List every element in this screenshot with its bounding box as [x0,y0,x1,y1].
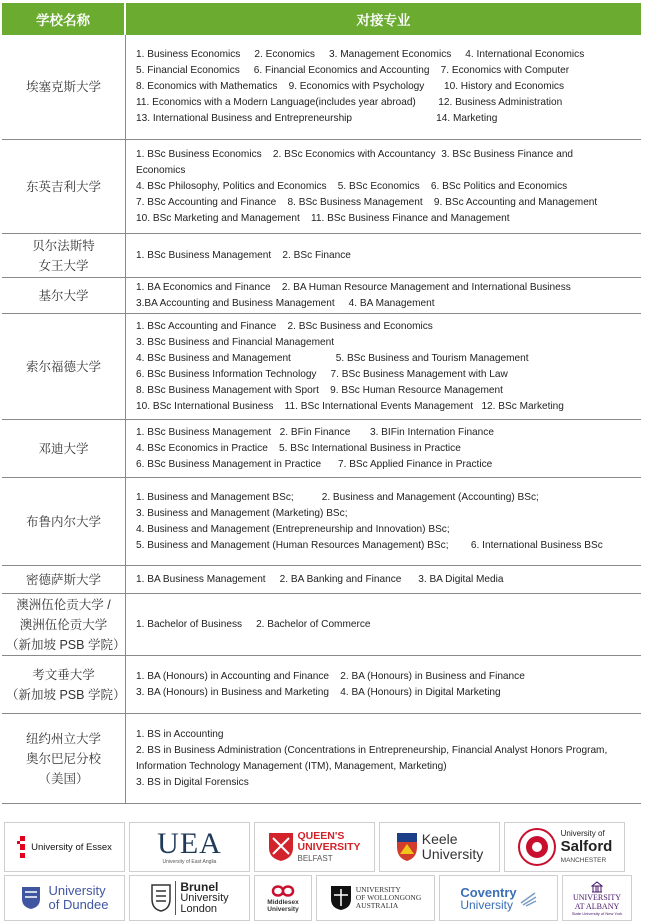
keele-shield-icon [396,832,418,862]
major-line: 1. Business Economics 2. Economics 3. Management Economics 4. International Economics [136,49,585,60]
uea-logo: UEA University of East Anglia [129,822,250,872]
school-name [2,140,126,233]
major-line: 5. Business and Management (Human Resources Management) BSc; 6. International Business BSc [136,539,603,551]
school-name-line: 埃塞克斯大学 [25,80,101,94]
school-name-line: 女王大学 [38,258,89,273]
majors-cell [126,594,641,655]
major-line: 10. BSc International Business 11. BSc International Events Management 12. BSc Marketing [136,400,564,412]
majors-cell [126,278,641,313]
wollongong-crest-icon [330,885,352,911]
major-line: 5. Financial Economics 6. Financial Economics and Accounting 7. Economics with Computer [136,65,570,76]
queens-belfast-logo: QUEEN'S UNIVERSITY BELFAST [254,822,375,872]
school-name [2,594,126,655]
salford-logo: University of Salford MANCHESTER [504,822,625,872]
school-name [2,234,126,277]
major-line: 8. BSc Business Management with Sport 9. BSc Human Resource Management [136,384,503,396]
table-row [2,35,641,140]
majors-cell [126,35,641,139]
school-name-line: 索尔福德大学 [25,359,101,374]
middlesex-logo: Middlesex University [254,875,312,921]
coventry-logo: Coventry University [439,875,558,921]
major-line: 1. BA Economics and Finance 2. BA Human Resource Management and International Business [136,281,571,293]
dundee-logo: University of Dundee [4,875,125,921]
school-name [2,420,126,477]
school-name-line: 澳洲伍伦贡大学 / [16,597,111,612]
major-line: 8. Economics with Mathematics 9. Economics with Psychology 10. History and Economics [136,81,565,92]
major-line: 13. International Business and Entrepreneurship 14. Marketing [136,113,498,124]
majors-cell [126,140,641,233]
school-name [2,35,126,139]
majors-cell [126,656,641,713]
albany-logo: UNIVERSITY AT ALBANY State University of New York [562,875,632,921]
major-line: 3. BSc Business and Financial Management [136,336,335,348]
queens-crest-icon [268,832,294,862]
major-line: 1. BA Business Management 2. BA Banking and Finance 3. BA Digital Media [136,573,504,585]
logo-row-2 [4,875,640,921]
school-name-line: （新加坡 PSB 学院） [6,687,126,702]
majors-cell [126,478,641,565]
essex-mark-icon [17,836,29,858]
brunel-crest-icon [150,883,172,913]
table-row [2,478,641,566]
brunel-logo: Brunel University London [129,875,250,921]
major-line: 1. BS in Accounting [136,728,224,740]
coventry-wing-icon [519,889,537,907]
school-name-line: 东英吉利大学 [25,179,101,194]
major-line: 3. BS in Digital Forensics [136,776,249,788]
table-row [2,566,641,594]
major-line: 2. BS in Business Administration (Concentrations in Entrepreneurship, Financial Analyst Honors Program, [136,744,608,756]
majors-cell [126,714,641,803]
major-line: 1. Bachelor of Business 2. Bachelor of Commerce [136,618,371,630]
school-name [2,714,126,803]
table-body [2,35,641,804]
table-row [2,594,641,656]
major-line: 4. BSc Business and Management 5. BSc Business and Tourism Management [136,352,529,364]
major-line: 4. BSc Philosophy, Politics and Economics 5. BSc Economics 6. BSc Politics and Economics [136,180,568,192]
essex-logo: University of Essex [4,822,125,872]
majors-cell [126,234,641,277]
wollongong-logo: UNIVERSITY OF WOLLONGONG AUSTRALIA [316,875,435,921]
school-name [2,478,126,565]
table-row [2,140,641,234]
header-majors: 对接专业 [356,13,411,28]
school-name [2,278,126,313]
logo-row-1 [4,822,640,872]
major-line: 1. BSc Business Economics 2. BSc Economics with Accountancy 3. BSc Business Finance and [136,148,574,160]
school-name-line: 纽约州立大学 [25,731,101,746]
major-line: 7. BSc Accounting and Finance 8. BSc Business Management 9. BSc Accounting and Management [136,196,598,208]
majors-cell [126,566,641,593]
table-row [2,314,641,420]
major-line: 10. BSc Marketing and Management 11. BSc Business Finance and Management [136,212,510,224]
major-line: 3. Business and Management (Marketing) BSc; [136,507,348,519]
school-name-line: 密德萨斯大学 [25,572,101,587]
majors-table [2,3,641,804]
school-name-line: 澳洲伍伦贡大学 [19,617,108,632]
major-line: 6. BSc Business Information Technology 7. BSc Business Management with Law [136,368,508,380]
header-school-name: 学校名称 [2,3,126,35]
school-name-line: 奥尔巴尼分校 [25,751,101,766]
major-line: 1. BA (Honours) in Accounting and Finance 2. BA (Honours) in Business and Finance [136,670,525,682]
table-row [2,656,641,714]
major-line: 3.BA Accounting and Business Management 4. BA Management [136,297,435,309]
school-name-line: 邓迪大学 [38,441,89,456]
major-line: 1. BSc Business Management 2. BSc Finance [136,249,351,261]
major-line: 11. Economics with a Modern Language(includes year abroad) 12. Business Administration [136,97,563,108]
majors-cell [126,314,641,419]
school-name-line: （美国） [38,771,89,786]
table-row [2,278,641,314]
major-line: 6. BSc Business Management in Practice 7. BSc Applied Finance in Practice [136,458,493,470]
major-line: 1. BSc Accounting and Finance 2. BSc Business and Economics [136,320,433,332]
school-name-line: 贝尔法斯特 [32,238,95,253]
major-line: Economics [136,164,186,176]
middlesex-mark-icon [271,883,295,899]
salford-seal-icon [517,827,557,867]
major-line: 4. Business and Management (Entrepreneurship and Innovation) BSc; [136,523,450,535]
major-line: Information Technology Management (ITM), Management, Marketing) [136,760,447,772]
major-line: 1. BSc Business Management 2. BFin Finance 3. BIFin Internation Finance [136,426,494,438]
school-name-line: 布鲁内尔大学 [25,514,101,529]
major-line: 3. BA (Honours) in Business and Marketing 4. BA (Honours) in Digital Marketing [136,686,501,698]
dundee-shield-icon [21,886,41,910]
school-name [2,566,126,593]
table-row [2,714,641,804]
keele-logo: Keele University [379,822,500,872]
majors-cell [126,420,641,477]
table-row [2,420,641,478]
major-line: 1. Business and Management BSc; 2. Business and Management (Accounting) BSc; [136,491,539,503]
albany-building-icon [591,881,603,893]
school-name-line: 基尔大学 [38,288,89,303]
school-name [2,314,126,419]
school-name-line: 考文垂大学 [32,667,95,682]
school-name-line: （新加坡 PSB 学院） [6,637,126,652]
major-line: 4. BSc Economics in Practice 5. BSc International Business in Practice [136,442,461,454]
table-header [2,3,641,35]
table-row [2,234,641,278]
school-name [2,656,126,713]
